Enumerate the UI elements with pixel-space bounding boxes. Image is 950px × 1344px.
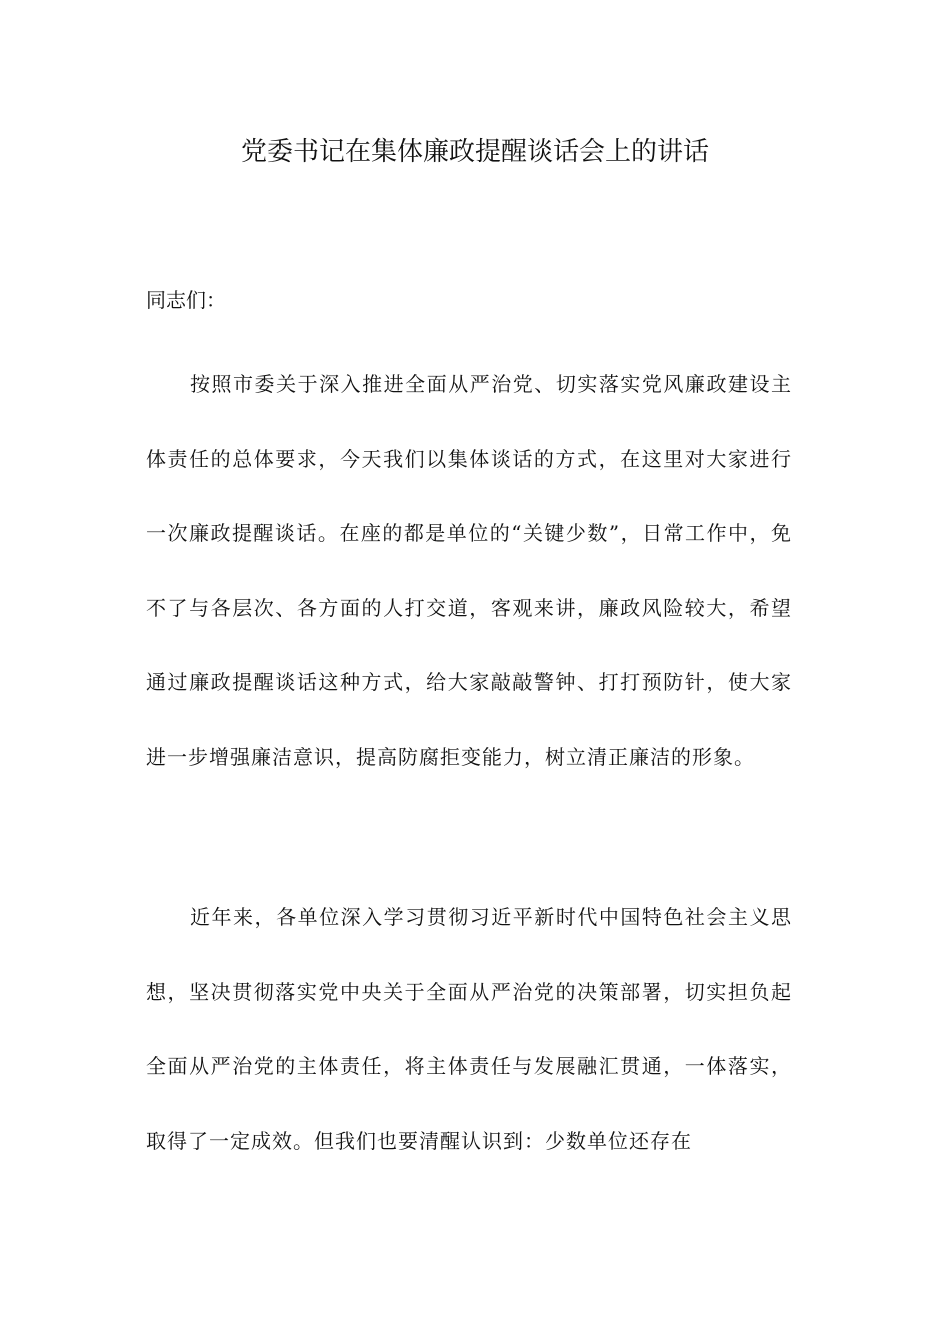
- document-title: 党委书记在集体廉政提醒谈话会上的讲话: [240, 137, 709, 167]
- salutation: 同志们：: [146, 288, 226, 312]
- paragraph-2: 近年来，各单位深入学习贯彻习近平新时代中国特色社会主义思想，坚决贯彻落实党中央关于全面从严治党的决策部署，切实担负起全面从严治党的主体责任，将主体责任与发展融汇贯通，一体落实，取得了一定成效。但我们也要清醒认识到：少数单位还存在: [146, 905, 792, 1153]
- paragraph-1: 按照市委关于深入推进全面从严治党、切实落实党风廉政建设主体责任的总体要求，今天我们以集体谈话的方式，在这里对大家进行一次廉政提醒谈话。在座的都是单位的“关键少数”，日常工作中，免不了与各层次、各方面的人打交道，客观来讲，廉政风险较大，希望通过廉政提醒谈话这种方式，给大家敲敲警钟、打打预防针，使大家进一步增强廉洁意识，提高防腐拒变能力，树立清正廉洁的形象。: [146, 372, 792, 769]
